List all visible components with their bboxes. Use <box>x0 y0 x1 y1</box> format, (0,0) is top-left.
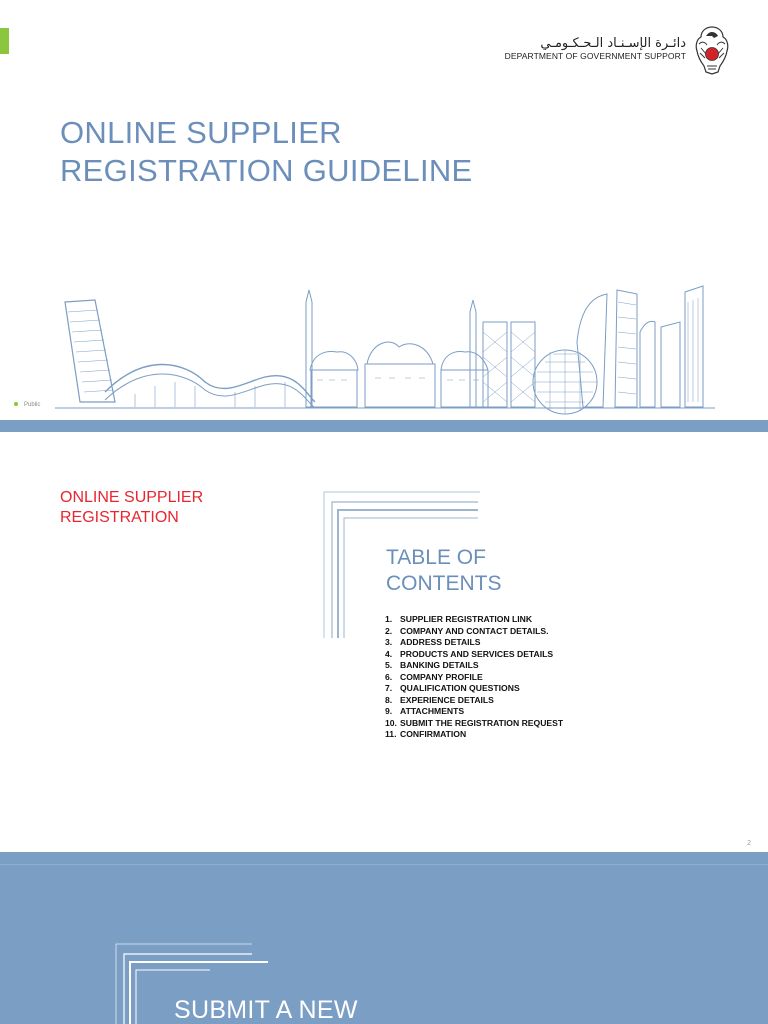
toc-item-number: 4. <box>385 648 393 659</box>
department-logo <box>504 24 746 76</box>
toc-item-number: 3. <box>385 637 393 647</box>
toc-item <box>385 626 563 638</box>
toc-item-label: SUPPLIER REGISTRATION LINK <box>400 614 533 624</box>
toc-item <box>385 729 563 741</box>
toc-item <box>385 683 563 695</box>
toc-item-label: COMPANY PROFILE <box>400 671 483 682</box>
footer-band <box>0 420 768 432</box>
classification-text: Public <box>24 402 41 408</box>
page-number: 2 <box>747 840 751 847</box>
toc-item <box>385 672 563 684</box>
classification-label <box>14 402 40 408</box>
toc-item-label: QUALIFICATION QUESTIONS <box>400 683 520 693</box>
toc-item <box>385 614 563 626</box>
toc-item-label: ADDRESS DETAILS <box>400 637 481 647</box>
toc-item-number: 10. <box>385 717 397 728</box>
toc-item-number: 8. <box>385 694 393 705</box>
toc-item <box>385 649 563 661</box>
toc-item-label: EXPERIENCE DETAILS <box>400 694 494 705</box>
toc-item <box>385 695 563 707</box>
toc-heading: TABLE OF CONTENTS <box>386 546 502 595</box>
toc-item-number: 5. <box>385 660 393 670</box>
toc-item-number: 2. <box>385 625 393 636</box>
classification-dot-icon <box>14 402 18 406</box>
toc-slide <box>0 432 768 852</box>
toc-item-number: 9. <box>385 706 393 716</box>
toc-item <box>385 660 563 672</box>
toc-item-number: 7. <box>385 683 393 693</box>
section-top-band <box>0 852 768 865</box>
toc-item-label: COMPANY AND CONTACT DETAILS. <box>400 625 549 636</box>
logo-arabic-text: دائـرة الإسـنـاد الـحـكـومـي <box>540 36 686 51</box>
toc-item-number: 11. <box>385 729 397 739</box>
toc-item-label: ATTACHMENTS <box>400 706 465 716</box>
logo-english-text: DEPARTMENT OF GOVERNMENT SUPPORT <box>504 51 686 61</box>
cover-slide <box>0 0 768 432</box>
toc-item-label: CONFIRMATION <box>400 729 467 739</box>
toc-item-label: SUBMIT THE REGISTRATION REQUEST <box>400 717 564 728</box>
section-title: ONLINE SUPPLIER REGISTRATION <box>60 489 204 526</box>
accent-bar <box>0 28 9 54</box>
toc-item-number: 6. <box>385 671 393 682</box>
falcon-emblem-icon <box>692 24 732 76</box>
toc-item <box>385 718 563 730</box>
presentation-title: ONLINE SUPPLIER REGISTRATION GUIDELINE <box>60 115 473 188</box>
section-heading: SUBMIT A NEW <box>174 996 358 1024</box>
toc-item <box>385 706 563 718</box>
toc-item-label: PRODUCTS AND SERVICES DETAILS <box>400 648 554 659</box>
toc-item <box>385 637 563 649</box>
section-slide <box>0 852 768 1024</box>
toc-list <box>385 614 563 741</box>
abu-dhabi-skyline-illustration <box>55 282 715 422</box>
toc-item-number: 1. <box>385 614 393 624</box>
toc-item-label: BANKING DETAILS <box>400 660 479 670</box>
